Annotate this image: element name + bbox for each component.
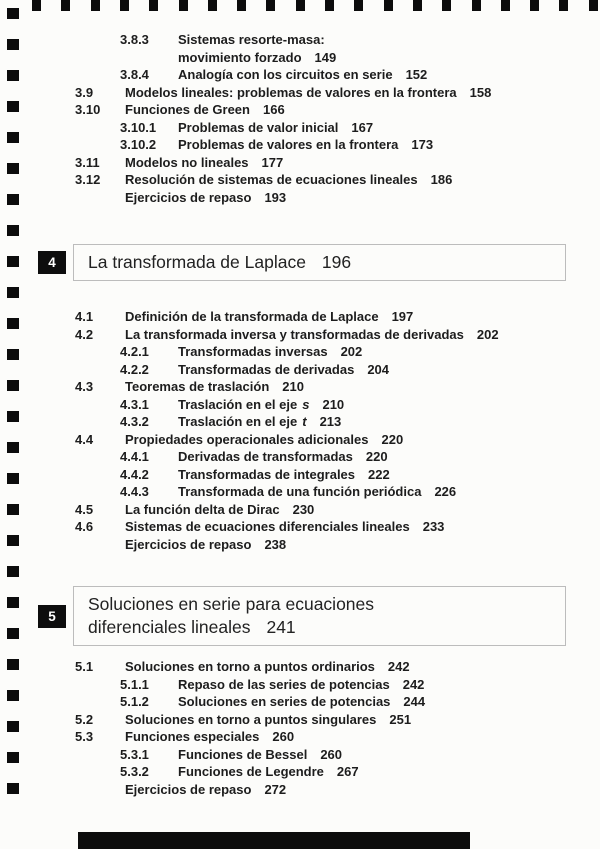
entry-title: Sistemas de ecuaciones diferenciales lineales — [125, 519, 410, 534]
entry-title: Transformadas de integrales — [178, 466, 356, 482]
entry-number: 4.2.2 — [120, 361, 149, 377]
registration-mark — [7, 442, 19, 453]
entry-title: Funciones de Legendre — [178, 764, 324, 779]
entry-page-number: 230 — [292, 501, 315, 517]
entry-title: Analogía con los circuitos en serie — [178, 67, 393, 82]
entry-title-block — [178, 31, 336, 66]
registration-mark — [266, 0, 275, 11]
entry-number: 5.2 — [75, 711, 94, 727]
entry-page-number: 220 — [365, 449, 388, 464]
toc-entry — [0, 154, 600, 172]
toc-entry — [0, 431, 600, 449]
chapter-header — [38, 244, 566, 281]
entry-title: Propiedades operacionales adicionales — [125, 431, 369, 447]
entry-page-number: 210 — [282, 379, 304, 394]
entry-page-number: 186 — [430, 172, 453, 187]
entry-number: 4.4.1 — [120, 449, 149, 464]
registration-mark — [384, 0, 393, 11]
entry-title: Problemas de valores en la frontera — [178, 137, 399, 152]
entry-page-number: 149 — [314, 49, 337, 65]
scan-artifact-bar — [78, 832, 470, 849]
registration-mark — [7, 659, 19, 670]
entry-number: 4.2.1 — [120, 344, 149, 359]
toc-entry — [0, 413, 600, 431]
entry-number: 5.1.2 — [120, 694, 149, 709]
toc-entry — [0, 781, 600, 799]
toc-entry — [0, 448, 600, 466]
registration-mark — [7, 8, 19, 19]
entry-page-number: 272 — [264, 781, 287, 797]
registration-mark — [7, 256, 19, 267]
chapter-number: 5 — [48, 608, 56, 624]
toc-entry — [0, 658, 600, 676]
registration-mark — [237, 0, 246, 11]
entry-title: Transformada de una función periódica — [178, 484, 422, 499]
entry-title: Traslación en el eje — [178, 396, 298, 412]
entry-title: Definición de la transformada de Laplace — [125, 309, 379, 324]
math-variable: t — [302, 414, 307, 429]
entry-number: 3.12 — [75, 172, 101, 187]
toc-entry — [0, 746, 600, 764]
entry-number: 3.8.4 — [120, 67, 149, 82]
entry-title-continued: movimiento forzado — [178, 49, 302, 65]
registration-mark — [7, 163, 19, 174]
registration-mark — [354, 0, 363, 11]
registration-mark — [442, 0, 451, 11]
math-variable: s — [302, 396, 310, 412]
chapter-title-line — [88, 593, 553, 616]
entry-number: 4.3.2 — [120, 414, 149, 429]
toc-entry — [0, 676, 600, 694]
entry-number: 4.4.2 — [120, 466, 149, 482]
toc-entry — [0, 66, 600, 84]
entry-title: Transformadas de derivadas — [178, 361, 355, 377]
registration-mark — [7, 225, 19, 236]
entry-number: 5.1.1 — [120, 676, 149, 692]
entry-page-number: 213 — [319, 414, 342, 429]
chapter-number-badge — [38, 605, 66, 628]
toc-entry — [0, 343, 600, 361]
entry-title: Repaso de las series de potencias — [178, 676, 390, 692]
registration-mark — [559, 0, 568, 11]
entry-number: 4.6 — [75, 519, 94, 534]
registration-mark — [7, 349, 19, 360]
entry-title: Problemas de valor inicial — [178, 119, 339, 135]
toc-entry — [0, 119, 600, 137]
entry-page-number: 158 — [469, 84, 492, 100]
entry-number: 4.1 — [75, 309, 94, 324]
entry-title: Modelos lineales: problemas de valores en la frontera — [125, 84, 457, 100]
registration-mark — [149, 0, 158, 11]
toc-entry — [0, 483, 600, 501]
entry-title: Funciones de Green — [125, 102, 250, 117]
registration-mark — [325, 0, 334, 11]
entry-page-number: 152 — [405, 67, 428, 82]
registration-mark — [7, 752, 19, 763]
entry-title-line — [178, 49, 336, 67]
entry-title-line — [178, 31, 336, 49]
registration-mark — [7, 566, 19, 577]
registration-mark — [501, 0, 510, 11]
entry-number: 5.1 — [75, 659, 94, 674]
registration-mark — [589, 0, 598, 11]
entry-number: 3.10.2 — [120, 137, 157, 152]
entry-title: Ejercicios de repaso — [125, 536, 252, 552]
registration-mark — [91, 0, 100, 11]
registration-mark — [7, 535, 19, 546]
registration-mark — [7, 318, 19, 329]
registration-mark — [7, 380, 19, 391]
toc-entry — [0, 136, 600, 154]
entry-page-number: 220 — [381, 431, 404, 447]
registration-mark — [7, 783, 19, 794]
toc-entry — [0, 31, 600, 66]
registration-mark — [32, 0, 41, 11]
toc-entry — [0, 84, 600, 102]
toc-entry — [0, 308, 600, 326]
entry-page-number: 267 — [336, 764, 359, 779]
chapter-header — [38, 586, 566, 646]
registration-mark — [7, 132, 19, 143]
entry-page-number: 233 — [422, 519, 445, 534]
entry-title: La función delta de Dirac — [125, 501, 280, 517]
registration-mark — [7, 504, 19, 515]
entry-title: Ejercicios de repaso — [125, 189, 252, 205]
toc-entry — [0, 396, 600, 414]
entry-page-number: 210 — [322, 396, 345, 412]
chapter-title: La transformada de Laplace — [88, 252, 306, 272]
entry-number: 3.9 — [75, 84, 94, 100]
registration-mark — [472, 0, 481, 11]
entry-number: 3.10.1 — [120, 119, 157, 135]
entry-title: Resolución de sistemas de ecuaciones lineales — [125, 172, 418, 187]
entry-number: 3.8.3 — [120, 32, 149, 47]
registration-mark — [7, 411, 19, 422]
entry-page-number: 222 — [368, 466, 390, 482]
entry-page-number: 167 — [351, 119, 374, 135]
registration-mark — [7, 194, 19, 205]
entry-page-number: 202 — [476, 326, 499, 342]
chapter-title-box — [73, 586, 566, 646]
entry-title: Modelos no lineales — [125, 154, 249, 170]
toc-entry — [0, 326, 600, 344]
entry-page-number: 166 — [262, 102, 285, 117]
registration-mark — [413, 0, 422, 11]
entry-title: Ejercicios de repaso — [125, 781, 252, 797]
entry-page-number: 238 — [264, 536, 287, 552]
entry-title: Transformadas inversas — [178, 344, 328, 359]
entry-number: 5.3.1 — [120, 746, 149, 762]
registration-mark — [179, 0, 188, 11]
toc-entry — [0, 711, 600, 729]
chapter-page-number: 196 — [321, 252, 352, 272]
toc-entry — [0, 378, 600, 396]
registration-mark — [208, 0, 217, 11]
chapter-title: diferenciales lineales — [88, 617, 251, 637]
registration-mark — [7, 597, 19, 608]
registration-mark — [296, 0, 305, 11]
entry-number: 4.3 — [75, 379, 94, 394]
registration-mark — [7, 721, 19, 732]
entry-number: 3.10 — [75, 102, 101, 117]
chapter-title: Soluciones en serie para ecuaciones — [88, 594, 375, 614]
toc-entry — [0, 693, 600, 711]
entry-title: Soluciones en torno a puntos singulares — [125, 711, 377, 727]
chapter-title-box — [73, 244, 566, 281]
toc-entry — [0, 189, 600, 207]
chapter-title-line — [88, 251, 553, 274]
entry-page-number: 242 — [387, 659, 410, 674]
entry-title: Traslación en el eje — [178, 414, 298, 429]
chapter-page-number: 241 — [266, 617, 296, 637]
toc-entry — [0, 763, 600, 781]
entry-number: 4.4 — [75, 431, 94, 447]
entry-page-number: 193 — [264, 189, 287, 205]
registration-mark — [7, 39, 19, 50]
entry-page-number: 226 — [434, 484, 457, 499]
toc-entry — [0, 501, 600, 519]
entry-title: Funciones de Bessel — [178, 746, 308, 762]
entry-number: 5.3.2 — [120, 764, 149, 779]
entry-page-number: 244 — [403, 694, 426, 709]
entry-title: Derivadas de transformadas — [178, 449, 353, 464]
registration-mark — [7, 690, 19, 701]
entry-title: Soluciones en torno a puntos ordinarios — [125, 659, 375, 674]
registration-mark — [7, 101, 19, 112]
toc-entry — [0, 361, 600, 379]
registration-mark — [7, 70, 19, 81]
entry-number: 4.4.3 — [120, 484, 149, 499]
entry-page-number: 173 — [411, 137, 434, 152]
entry-number: 3.11 — [75, 154, 100, 170]
entry-page-number: 177 — [261, 154, 284, 170]
table-of-contents — [0, 31, 600, 798]
entry-page-number: 197 — [391, 309, 414, 324]
entry-page-number: 202 — [340, 344, 363, 359]
entry-title: Funciones especiales — [125, 729, 260, 744]
entry-title: Teoremas de traslación — [125, 379, 270, 394]
chapter-number-badge — [38, 251, 66, 274]
toc-entry — [0, 171, 600, 189]
toc-entry — [0, 728, 600, 746]
entry-number: 4.5 — [75, 501, 94, 517]
entry-page-number: 242 — [402, 676, 425, 692]
toc-entry — [0, 466, 600, 484]
entry-page-number: 204 — [367, 361, 390, 377]
toc-entry — [0, 518, 600, 536]
entry-title: Soluciones en series de potencias — [178, 694, 391, 709]
registration-mark — [530, 0, 539, 11]
toc-entry — [0, 101, 600, 119]
toc-entry — [0, 536, 600, 554]
entry-number: 4.2 — [75, 326, 94, 342]
entry-number: 5.3 — [75, 729, 94, 744]
entry-number: 4.3.1 — [120, 396, 149, 412]
entry-page-number: 260 — [320, 746, 343, 762]
chapter-number: 4 — [48, 255, 56, 270]
entry-title: La transformada inversa y transformadas de derivadas — [125, 326, 464, 342]
registration-mark — [7, 628, 19, 639]
registration-mark — [120, 0, 129, 11]
entry-page-number: 260 — [272, 729, 295, 744]
entry-title: Sistemas resorte-masa: — [178, 32, 325, 47]
chapter-title-line — [88, 616, 553, 639]
registration-mark — [7, 473, 19, 484]
registration-mark — [7, 287, 19, 298]
entry-page-number: 251 — [389, 711, 412, 727]
registration-mark — [61, 0, 70, 11]
